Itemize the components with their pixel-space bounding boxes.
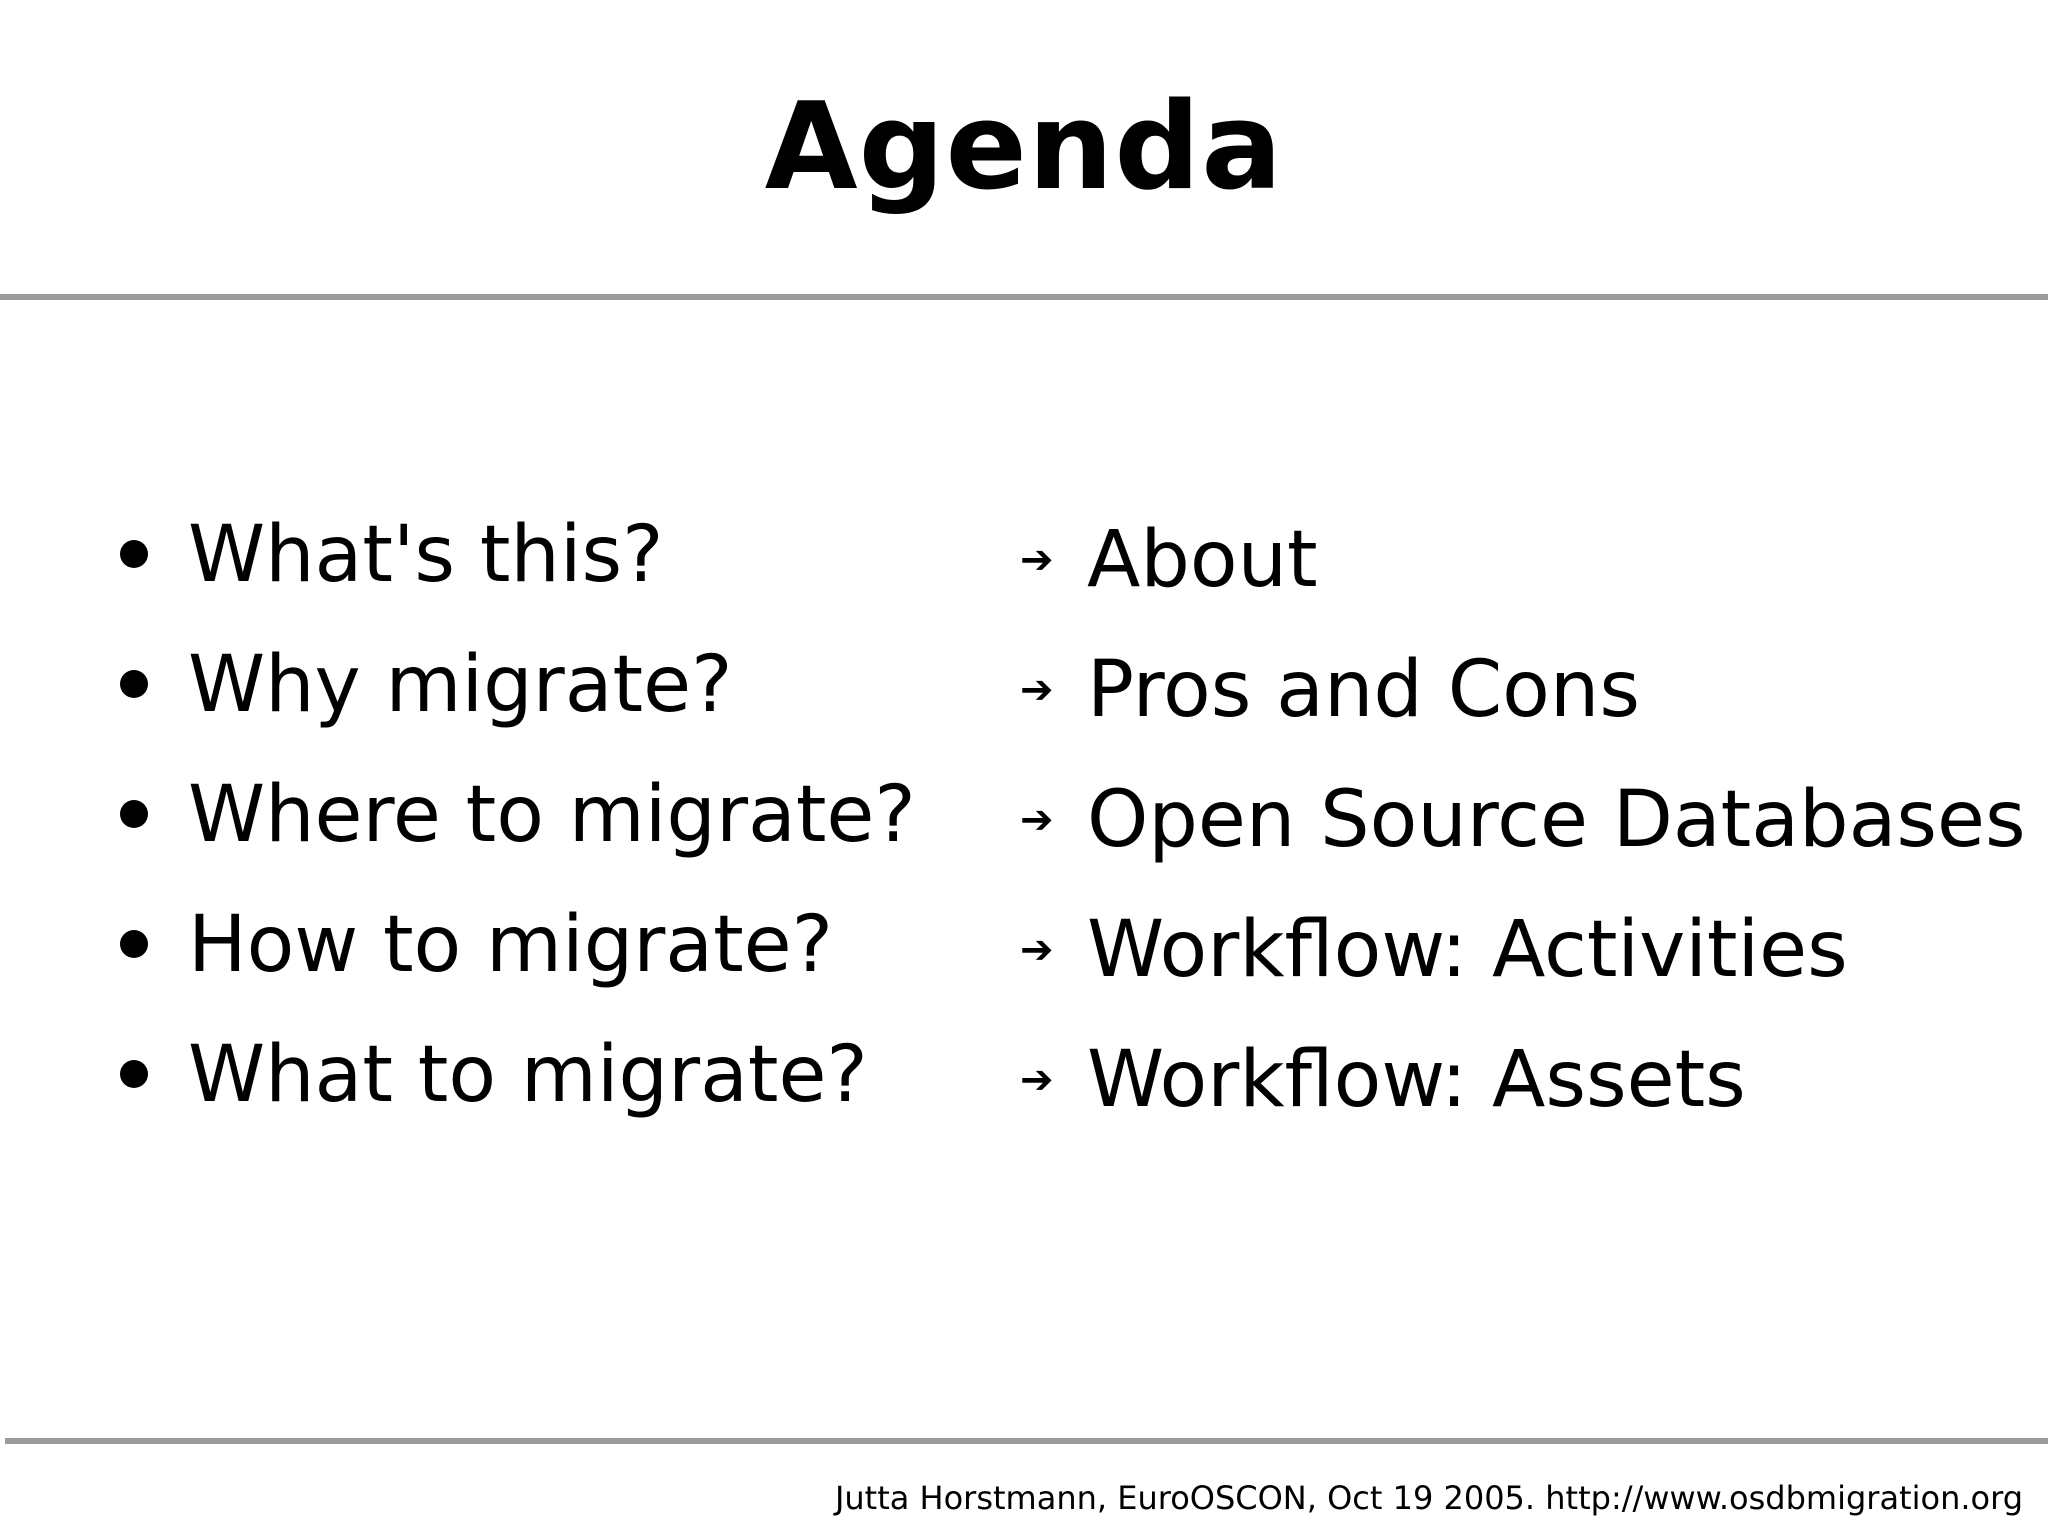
bullet-dot-icon (120, 540, 148, 568)
bottom-divider (5, 1438, 2048, 1444)
list-item-label: Open Source Databases (1087, 775, 2026, 865)
slide-footer: Jutta Horstmann, EuroOSCON, Oct 19 2005. http://www.osdbmigration.org (834, 1479, 2023, 1517)
arrow-right-icon: ➔ (1020, 797, 1054, 843)
list-item-label: What to migrate? (188, 1030, 868, 1120)
bullet-dot-icon (120, 670, 148, 698)
bullet-dot-icon (120, 1060, 148, 1088)
list-item-label: About (1087, 515, 1318, 605)
list-item-label: Workflow: Activities (1087, 905, 1848, 995)
list-item-label: What's this? (188, 510, 664, 600)
list-item-label: Where to migrate? (188, 770, 916, 860)
list-item-label: How to migrate? (188, 900, 834, 990)
arrow-right-icon: ➔ (1020, 1057, 1054, 1103)
bullet-dot-icon (120, 800, 148, 828)
slide-title: Agenda (764, 78, 1284, 217)
arrow-right-icon: ➔ (1020, 667, 1054, 713)
list-item-label: Pros and Cons (1087, 645, 1640, 735)
top-divider (0, 294, 2048, 300)
arrow-right-icon: ➔ (1020, 927, 1054, 973)
bullet-dot-icon (120, 930, 148, 958)
list-item-label: Why migrate? (188, 640, 733, 730)
arrow-right-icon: ➔ (1020, 537, 1054, 583)
list-item-label: Workflow: Assets (1087, 1035, 1746, 1125)
